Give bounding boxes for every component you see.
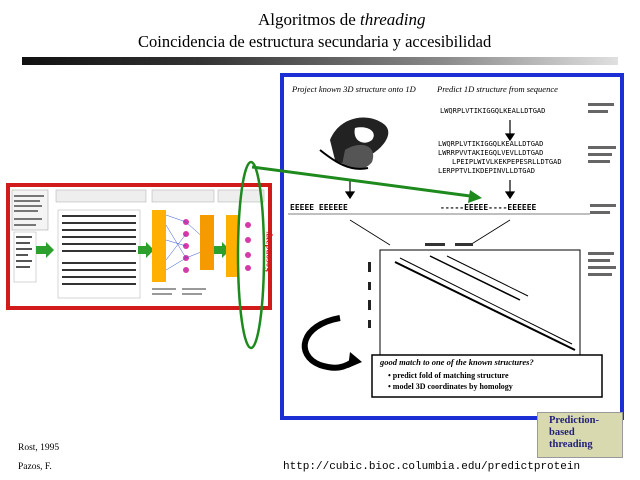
- prediction-label: [549, 415, 599, 451]
- ss-known: EEEEE EEEEEE: [290, 203, 348, 212]
- dot-plot: [368, 243, 580, 355]
- protein-structure-image: [292, 100, 416, 175]
- credit-pazos: Pazos, F.: [18, 462, 52, 472]
- source-url[interactable]: http://cubic.bioc.columbia.edu/predictprotein: [283, 461, 581, 473]
- slide-subtitle: Coincidencia de estructura secundaria y accesibilidad: [138, 32, 492, 51]
- prediction-line-3: threading: [549, 439, 593, 450]
- prediction-line-1: Prediction-: [549, 415, 599, 426]
- secondary-label: Secondary: [263, 231, 273, 272]
- alignment-seq-3: LPEIPLWIVLKEKPEPESRLLDTGAD: [452, 158, 562, 166]
- conclusion-line-3: • model 3D coordinates by homology: [388, 382, 513, 391]
- known-sequence: LWQRPLVTIKIGGQLKEALLDTGAD: [440, 107, 546, 115]
- alignment-seq-2: LWRRPVVTAKIEGQLVEVLLDTGAD: [438, 149, 544, 157]
- slide-title-prefix: Algoritmos de: [258, 10, 360, 29]
- conclusion-line-1: good match to one of the known structures?: [380, 357, 534, 367]
- ss-pred: -----EEEEE----EEEEEE: [440, 203, 537, 212]
- right-header-right: Predict 1D structure from sequence: [437, 84, 558, 94]
- alignment-seq-1: LWQRPLVTIKIGGQLKEALLDTGAD: [438, 140, 544, 148]
- prediction-line-2: based: [549, 427, 575, 438]
- slide-title-italic: threading: [360, 10, 426, 29]
- conclusion-line-2: • predict fold of matching structure: [388, 371, 509, 380]
- alignment-seq-4: LERPPTVLIKDEPINVLLDTGAD: [438, 167, 535, 175]
- right-header-left: Project known 3D structure onto 1D: [292, 84, 416, 94]
- credit-rost: Rost, 1995: [18, 443, 60, 453]
